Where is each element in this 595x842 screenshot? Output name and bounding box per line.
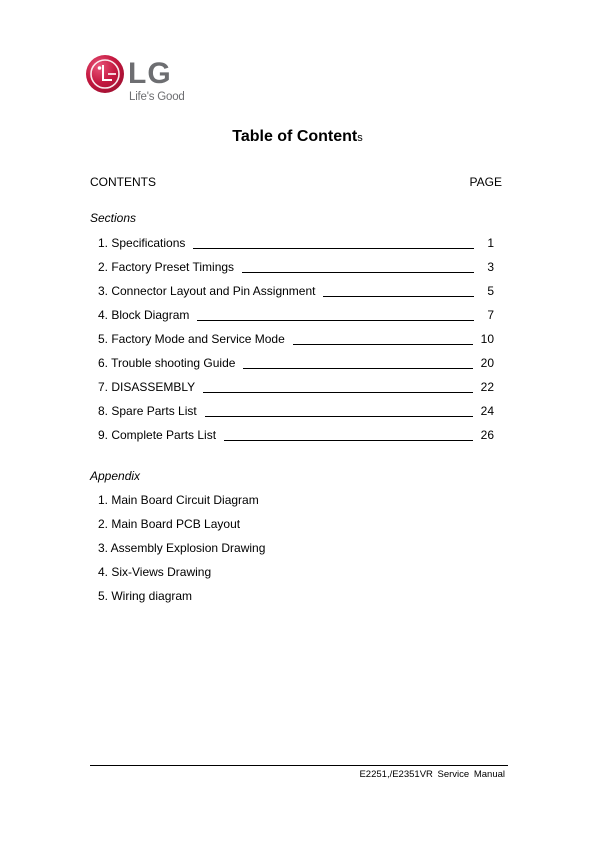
footer-rule xyxy=(90,765,508,766)
toc-entry-page: 26 xyxy=(480,428,494,442)
lg-tagline: Life's Good xyxy=(129,91,185,103)
appendix-label: Appendix xyxy=(90,469,141,483)
sections-label: Sections xyxy=(90,211,137,225)
toc-leader-line xyxy=(203,392,472,393)
toc-entry xyxy=(98,426,494,442)
toc-entry xyxy=(98,402,494,418)
toc-entry xyxy=(98,378,494,394)
contents-header: CONTENTS xyxy=(90,175,156,189)
toc-entry-label: 9. Complete Parts List xyxy=(98,428,217,442)
toc-leader-line xyxy=(242,272,474,273)
toc-leader-line xyxy=(205,416,473,417)
appendix-item: 1. Main Board Circuit Diagram xyxy=(98,493,259,507)
toc-leader-line xyxy=(193,248,474,249)
toc-entry xyxy=(98,234,494,250)
toc-entry-label: 4. Block Diagram xyxy=(98,308,190,322)
appendix-item: 2. Main Board PCB Layout xyxy=(98,517,241,531)
toc-entry-label: 3. Connector Layout and Pin Assignment xyxy=(98,284,316,298)
toc-leader-line xyxy=(293,344,473,345)
toc-entry xyxy=(98,306,494,322)
footer-text: E2251,/E2351VR Service Manual xyxy=(359,769,505,780)
toc-leader-line xyxy=(323,296,474,297)
appendix-item: 3. Assembly Explosion Drawing xyxy=(98,541,266,555)
toc-entry-page: 1 xyxy=(487,236,494,250)
toc-entry-page: 10 xyxy=(480,332,494,346)
page-title-main: Table of Content xyxy=(232,128,358,145)
page-title xyxy=(0,128,595,146)
toc-entry-label: 5. Factory Mode and Service Mode xyxy=(98,332,285,346)
toc-entry-page: 20 xyxy=(480,356,494,370)
toc-entry-page: 5 xyxy=(487,284,494,298)
lg-wordmark: LG xyxy=(128,57,172,90)
appendix-item: 4. Six-Views Drawing xyxy=(98,565,212,579)
toc-entry-label: 8. Spare Parts List xyxy=(98,404,197,418)
toc-leader-line xyxy=(197,320,474,321)
toc-entry-label: 2. Factory Preset Timings xyxy=(98,260,235,274)
toc-entry-page: 24 xyxy=(480,404,494,418)
toc-entry-page: 7 xyxy=(487,308,494,322)
toc-leader-line xyxy=(243,368,472,369)
toc-leader-line xyxy=(224,440,473,441)
toc-entry xyxy=(98,282,494,298)
page-header: PAGE xyxy=(469,175,502,189)
page-title-suffix: s xyxy=(357,132,363,144)
toc-entry-page: 3 xyxy=(487,260,494,274)
toc-entry-label: 6. Trouble shooting Guide xyxy=(98,356,236,370)
toc-entry-page: 22 xyxy=(480,380,494,394)
toc-entry-label: 7. DISASSEMBLY xyxy=(98,380,196,394)
lg-face-icon xyxy=(86,55,124,93)
toc-entry-label: 1. Specifications xyxy=(98,236,186,250)
toc-entry xyxy=(98,330,494,346)
toc-entry xyxy=(98,354,494,370)
lg-logo xyxy=(86,55,196,107)
toc-entry xyxy=(98,258,494,274)
appendix-item: 5. Wiring diagram xyxy=(98,589,193,603)
